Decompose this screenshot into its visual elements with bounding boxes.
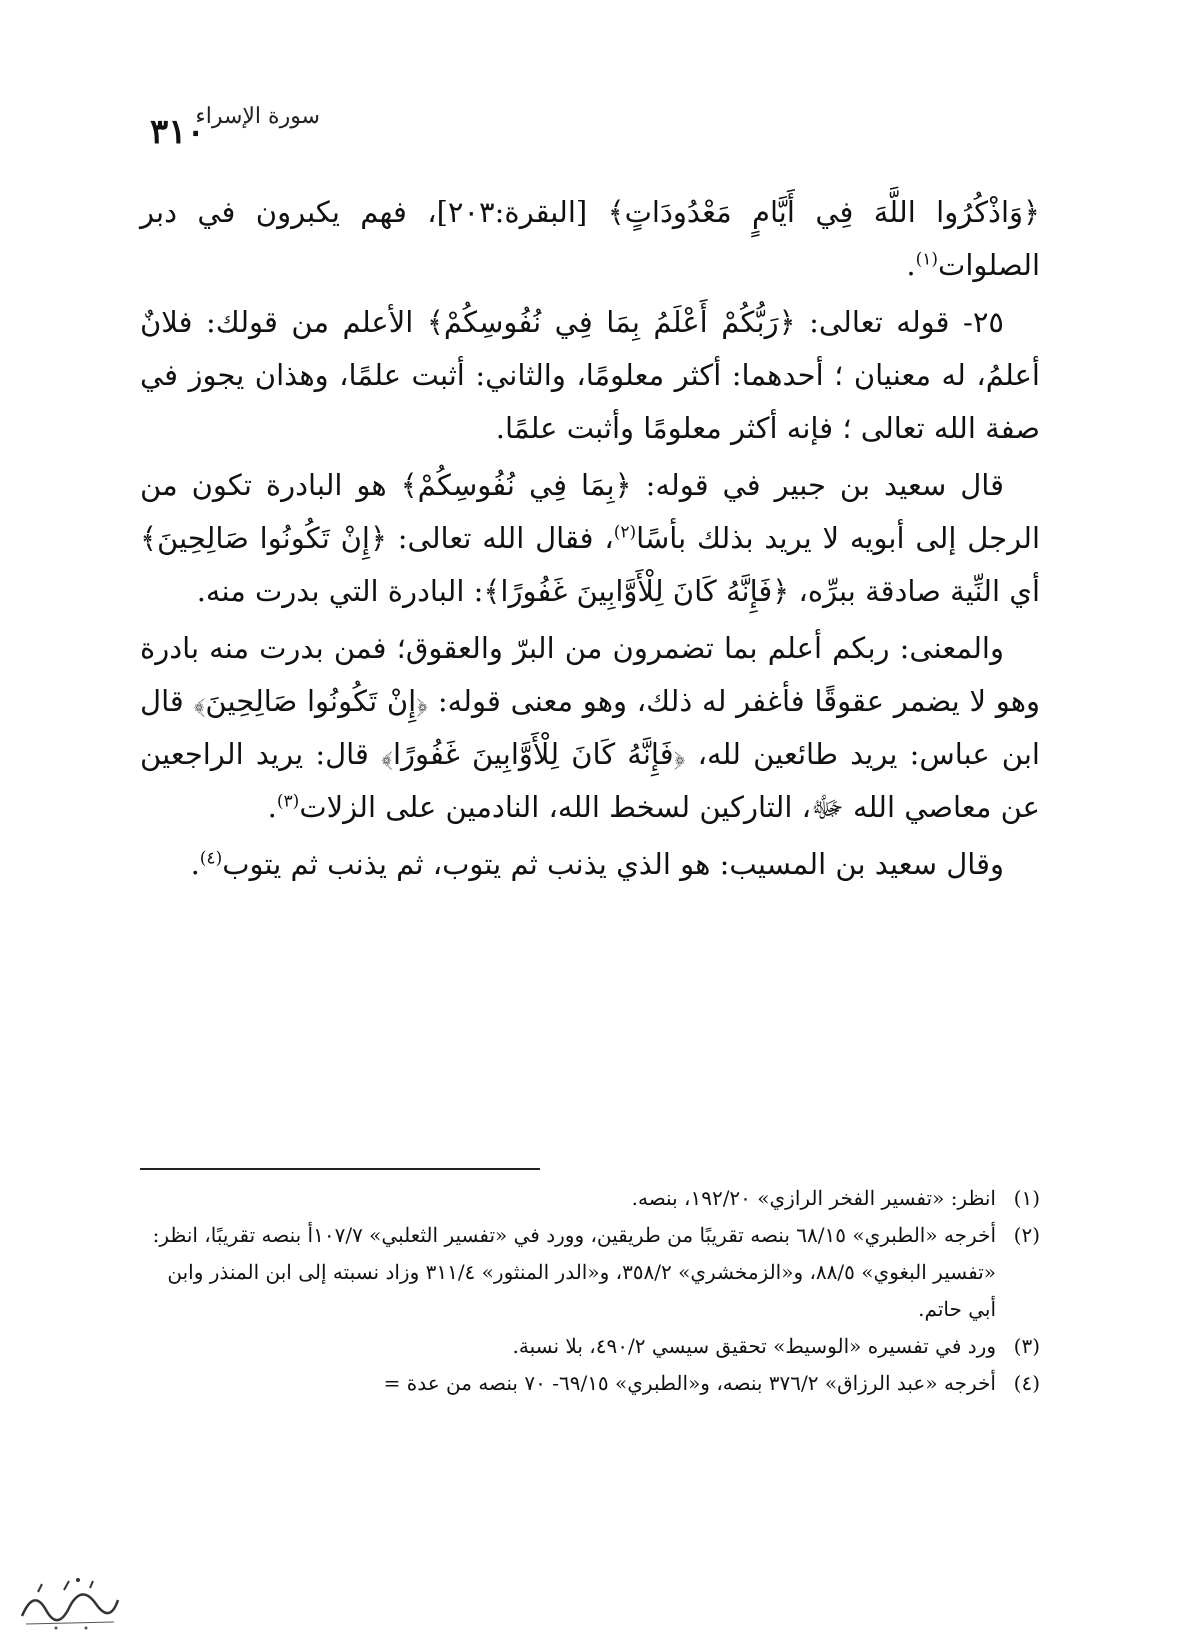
footnote-ref[interactable]: (٢) (613, 522, 637, 543)
paragraph: وقال سعيد بن المسيب: هو الذي يذنب ثم يتوب، ثم يذنب ثم يتوب$^{(٤)}$. (190, 847, 1004, 881)
footnote-number: (٢) (1013, 1223, 1040, 1247)
footnote-number: (٤) (1013, 1371, 1040, 1395)
footnote-ref[interactable]: (٤) (199, 848, 223, 869)
footnote-ref[interactable]: (٣) (276, 791, 300, 812)
footnote-divider (140, 1168, 540, 1170)
main-text (140, 186, 1040, 895)
paragraph: ٢٥- قوله تعالى: ﴿رَبُّكُمْ أَعْلَمُ بِمَا فِي نُفُوسِكُمْ﴾ الأعلم من قولك: فلانٌ أعلمُ، له معنيان ؛ أحدهما: أكثر معلومًا، والثاني: أثبت علمًا، وهذان يجوز في صفة الله تعالى ؛ فإنه أكثر معلومًا وأثبت علمًا. (140, 305, 1040, 445)
footnote: (٣) ورد في تفسيره «الوسيط» تحقيق سيسي ٤٩٠/٢، بلا نسبة. (140, 1328, 1040, 1365)
footnote-ref[interactable]: (١) (915, 249, 939, 270)
surah-title: سورة الإسراء (195, 104, 320, 129)
page-number: ٣١٠ (150, 112, 205, 152)
paragraph: ﴿وَاذْكُرُوا اللَّهَ فِي أَيَّامٍ مَعْدُودَاتٍ﴾ [البقرة:٢٠٣]، فهم يكبرون في دبر الصلوات$^{(١)}$. (140, 195, 1040, 282)
footnote: (١) انظر: «تفسير الفخر الرازي» ١٩٢/٢٠، بنصه. (140, 1180, 1040, 1217)
footnotes (140, 1180, 1040, 1402)
paragraph: والمعنى: ربكم أعلم بما تضمرون من البرّ والعقوق؛ فمن بدرت منه بادرة وهو لا يضمر عقوقًا فأغفر له ذلك، وهو معنى قوله: ﴿إِنْ تَكُونُوا صَالِحِينَ﴾ قال ابن عباس: يريد طائعين لله، ﴿فَإِنَّهُ كَانَ لِلْأَوَّابِينَ غَفُورًا﴾ قال: يريد الراجعين عن معاصي الله ﷻ، التاركين لسخط الله، النادمين على الزلات$^{(٣)}$. (140, 631, 1040, 824)
footnote: (٢) أخرجه «الطبري» ٦٨/١٥ بنصه تقريبًا من طريقين، وورد في «تفسير الثعلبي» ١٠٧/٧أ بنصه تقريبًا، انظر: «تفسير البغوي» ٨٨/٥، و«الزمخشري» ٣٥٨/٢، و«الدر المنثور» ٣١١/٤ وزاد نسبته إلى ابن المنذر وابن أبي حاتم. (140, 1217, 1040, 1328)
footnote-number: (١) (1013, 1186, 1040, 1210)
footnote-number: (٣) (1013, 1334, 1040, 1358)
footnote: (٤) أخرجه «عبد الرزاق» ٣٧٦/٢ بنصه، و«الطبري» ٦٩/١٥- ٧٠ بنصه من عدة = (140, 1365, 1040, 1402)
paragraph: قال سعيد بن جبير في قوله: ﴿بِمَا فِي نُفُوسِكُمْ﴾ هو البادرة تكون من الرجل إلى أبويه لا يريد بذلك بأسًا$^{(٢)}$، فقال الله تعالى: ﴿إِنْ تَكُونُوا صَالِحِينَ﴾ أي النِّية صادقة ببرِّه، ﴿فَإِنَّهُ كَانَ لِلْأَوَّابِينَ غَفُورًا﴾: البادرة التي بدرت منه. (140, 468, 1041, 608)
publisher-stamp-logo (16, 1570, 124, 1634)
